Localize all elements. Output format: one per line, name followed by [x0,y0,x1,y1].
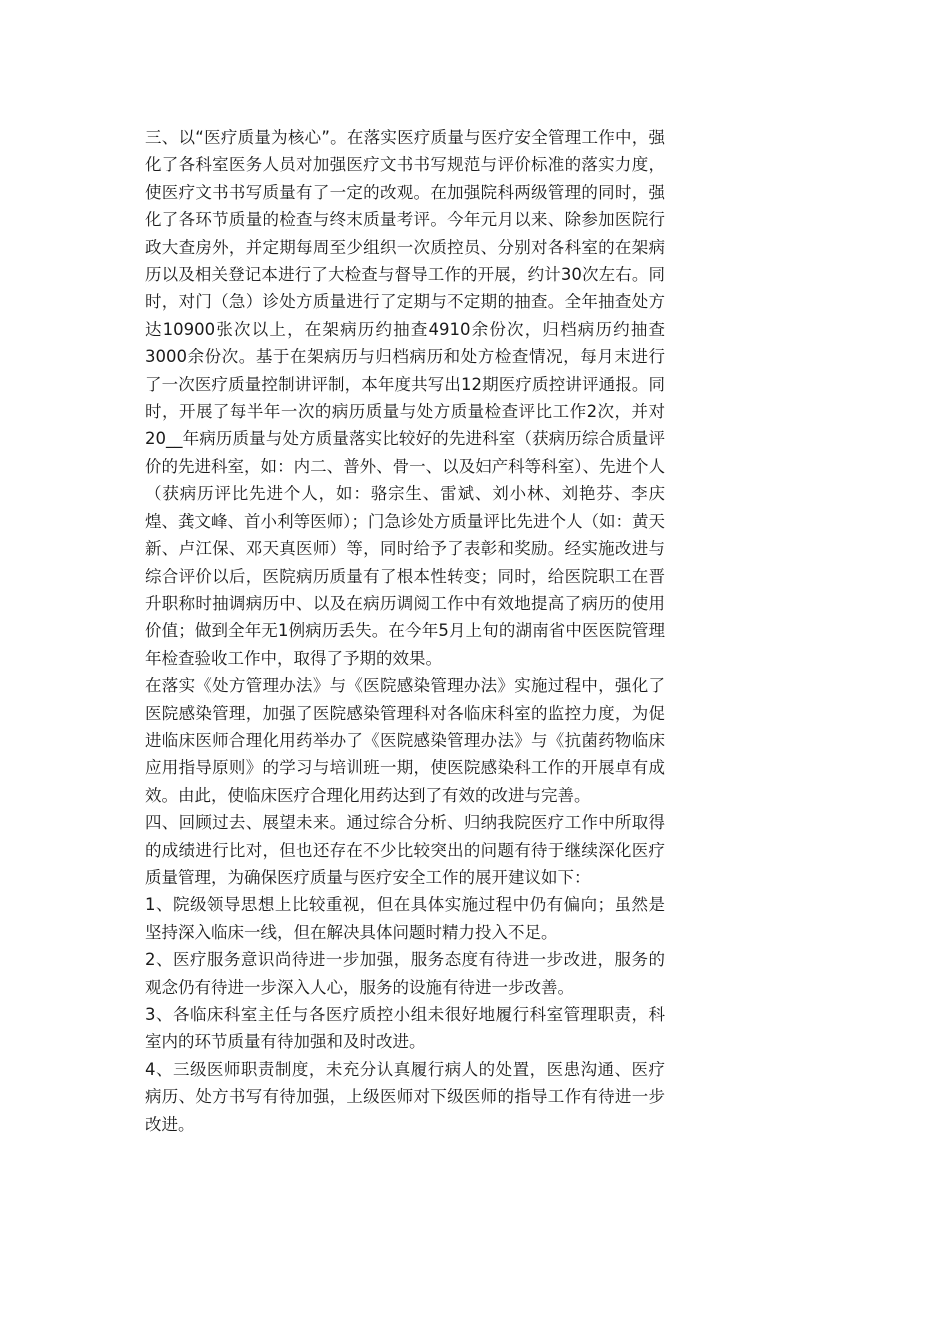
paragraph-issue-1: 1、院级领导思想上比较重视，但在具体实施过程中仍有偏向；虽然是坚持深入临床一线，但在解决具体问题时精力投入不足。 [145,895,665,942]
paragraph-issue-4: 4、三级医师职责制度，未充分认真履行病人的处置，医患沟通、医疗病历、处方书写有待加强，上级医师对下级医师的指导工作有待进一步改进。 [145,1059,665,1134]
paragraph-issue-2: 2、医疗服务意识尚待进一步加强，服务态度有待进一步改进，服务的观念仍有待进一步深入人心，服务的设施有待进一步改善。 [145,950,665,997]
document-body [145,124,665,1138]
paragraph-issue-3: 3、各临床科室主任与各医疗质控小组未很好地履行科室管理职责，科室内的环节质量有待加强和及时改进。 [145,1005,665,1052]
paragraph-quality-core: 三、以“医疗质量为核心”。在落实医疗质量与医疗安全管理工作中，强化了各科室医务人员对加强医疗文书书写规范与评价标准的落实力度，使医疗文书书写质量有了一定的改观。在加强院科两级管理的同时，强化了各环节质量的检查与终末质量考评。今年元月以来、除参加医院行政大查房外，并定期每周至少组织一次质控员、分别对各科室的在架病历以及相关登记本进行了大检查与督导工作的开展，约计30次左右。同时，对门（急）诊处方质量进行了定期与不定期的抽查。全年抽查处方达10900张次以上，在架病历约抽查4910余份次，归档病历约抽查3000余份次。基于在架病历与归档病历和处方检查情况，每月末进行了一次医疗质量控制讲评制，本年度共写出12期医疗质控讲评通报。同时，开展了每半年一次的病历质量与处方质量检查评比工作2次，并对20__年病历质量与处方质量落实比较好的先进科室（获病历综合质量评价的先进科室，如：内二、普外、骨一、以及妇产科等科室）、先进个人（获病历评比先进个人，如：骆宗生、雷斌、刘小林、刘艳芬、李庆煌、龚文峰、首小利等医师）；门急诊处方质量评比先进个人（如：黄天新、卢江保、邓天真医师）等，同时给予了表彰和奖励。经实施改进与综合评价以后，医院病历质量有了根本性转变；同时，给医院职工在晋升职称时抽调病历中、以及在病历调阅工作中有效地提高了病历的使用价值；做到全年无1例病历丢失。在今年5月上旬的湖南省中医医院管理年检查验收工作中，取得了予期的效果。 [145,128,665,668]
paragraph-infection-management: 在落实《处方管理办法》与《医院感染管理办法》实施过程中，强化了医院感染管理，加强了医院感染管理科对各临床科室的监控力度，为促进临床医师合理化用药举办了《医院感染管理办法》与《抗菌药物临床应用指导原则》的学习与培训班一期，使医院感染科工作的开展卓有成效。由此，使临床医疗合理化用药达到了有效的改进与完善。 [145,676,665,805]
paragraph-review-outlook: 四、回顾过去、展望未来。通过综合分析、归纳我院医疗工作中所取得的成绩进行比对，但也还存在不少比较突出的问题有待于继续深化医疗质量管理，为确保医疗质量与医疗安全工作的展开建议如下： [145,813,665,887]
